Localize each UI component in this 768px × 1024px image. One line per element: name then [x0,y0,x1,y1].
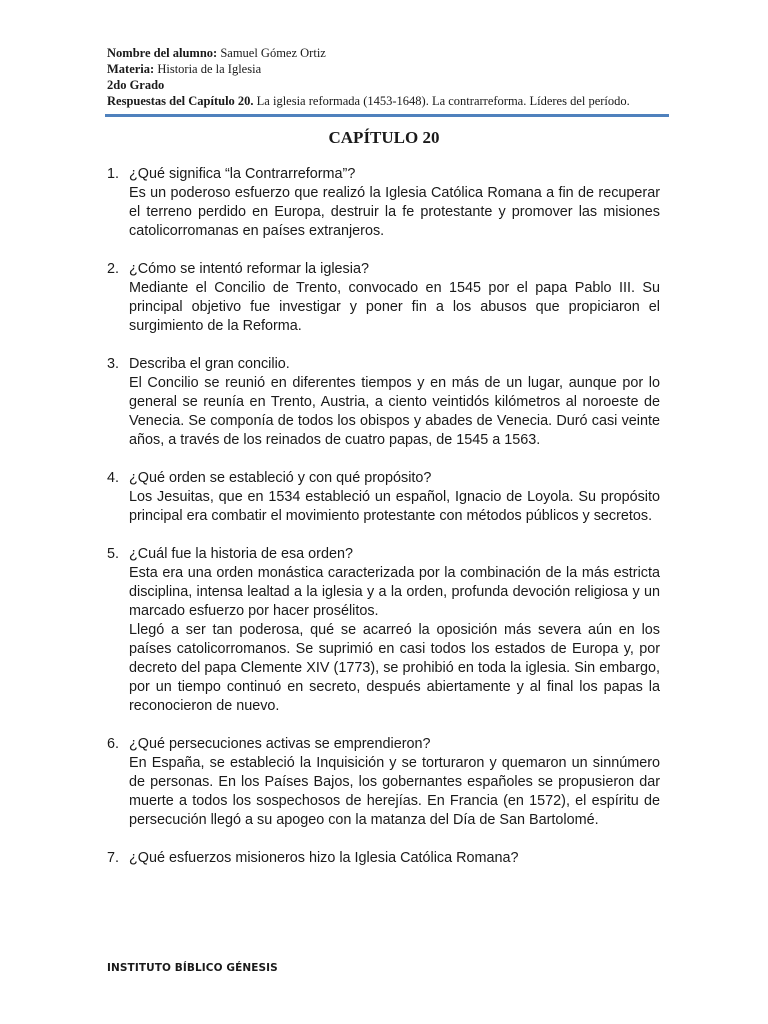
question-item [107,545,660,716]
question-text: Describa el gran concilio. [129,356,290,372]
question-text: ¿Cuál fue la historia de esa orden? [129,546,353,562]
footer-institution: INSTITUTO BÍBLICO GÉNESIS [107,962,278,974]
student-name-label: Nombre del alumno: [107,46,218,60]
question-text: ¿Qué esfuerzos misioneros hizo la Iglesia Católica Romana? [129,850,519,866]
subject-value: Historia de la Iglesia [157,62,262,76]
subject-label: Materia: [107,62,155,76]
student-name-value: Samuel Gómez Ortiz [220,46,326,60]
question-item [107,849,660,868]
question-number: 3. [107,356,120,372]
question-text: ¿Cómo se intentó reformar la iglesia? [129,261,369,277]
answer-paragraph: Llegó a ser tan poderosa, qué se acarreó la oposición más severa aún en los países catolicorromanos. Se suprimió en casi todos los estados de Europa y, por decreto del papa Clemente XIV (1773), se prohibió en toda la iglesia. Sin embargo, por un tiempo continuó en secreto, después abiertamente y al final los papas la reconocieron de nuevo. [129,622,660,714]
subject-line [107,61,667,77]
answer-paragraph: El Concilio se reunió en diferentes tiempos y en más de un lugar, aunque por lo general se reunía en Trento, Austria, a ciento veintidós kilómetros al noroeste de Venecia. Se componía de todos los obispos y abades de Venecia. Duró casi veinte años, a través de los reinados de cuatro papas, de 1545 a 1563. [129,375,660,448]
answer-paragraph: Esta era una orden monástica caracterizada por la combinación de la más estricta disciplina, intensa lealtad a la iglesia y a la orden, profunda devoción religiosa y un marcado esfuerzo por hacer prosélitos. [129,565,660,619]
question-number: 2. [107,261,120,277]
answer-paragraph: En España, se estableció la Inquisición y se torturaron y quemaron un sinnúmero de personas. En los Países Bajos, los gobernantes españoles se propusieron dar muerte a todos los sospechosos de herejías. En Francia (en 1572), el espíritu de persecución llegó a su apogeo con la matanza del Día de San Bartolomé. [129,755,660,828]
question-item [107,355,660,450]
header-divider [105,114,669,117]
answer-paragraph: Es un poderoso esfuerzo que realizó la Iglesia Católica Romana a fin de recuperar el terreno perdido en Europa, destruir la fe protestante y promover las misiones catolicorromanas en países extranjeros. [129,185,660,239]
question-list [107,165,660,887]
student-name-line [107,45,667,61]
question-number: 4. [107,470,120,486]
question-text: ¿Qué significa “la Contrarreforma”? [129,166,356,182]
question-number: 6. [107,736,120,752]
question-number: 5. [107,546,120,562]
question-text: ¿Qué persecuciones activas se emprendieron? [129,736,431,752]
document-header [107,45,667,109]
answers-line [107,93,667,109]
question-item [107,260,660,336]
grade-label: 2do Grado [107,78,165,92]
answers-value: La iglesia reformada (1453-1648). La contrarreforma. Líderes del período. [256,94,630,108]
question-item [107,735,660,830]
question-number: 7. [107,850,120,866]
answer-paragraph: Mediante el Concilio de Trento, convocado en 1545 por el papa Pablo III. Su principal objetivo fue investigar y poner fin a los abusos que propiciaron el surgimiento de la Reforma. [129,280,660,334]
answer-paragraph: Los Jesuitas, que en 1534 estableció un español, Ignacio de Loyola. Su propósito principal era combatir el movimiento protestante con métodos públicos y secretos. [129,489,660,524]
answers-label: Respuestas del Capítulo 20. [107,94,254,108]
question-number: 1. [107,166,120,182]
question-item [107,165,660,241]
question-text: ¿Qué orden se estableció y con qué propósito? [129,470,432,486]
grade-line [107,77,667,93]
chapter-title: CAPÍTULO 20 [328,128,440,147]
question-item [107,469,660,526]
